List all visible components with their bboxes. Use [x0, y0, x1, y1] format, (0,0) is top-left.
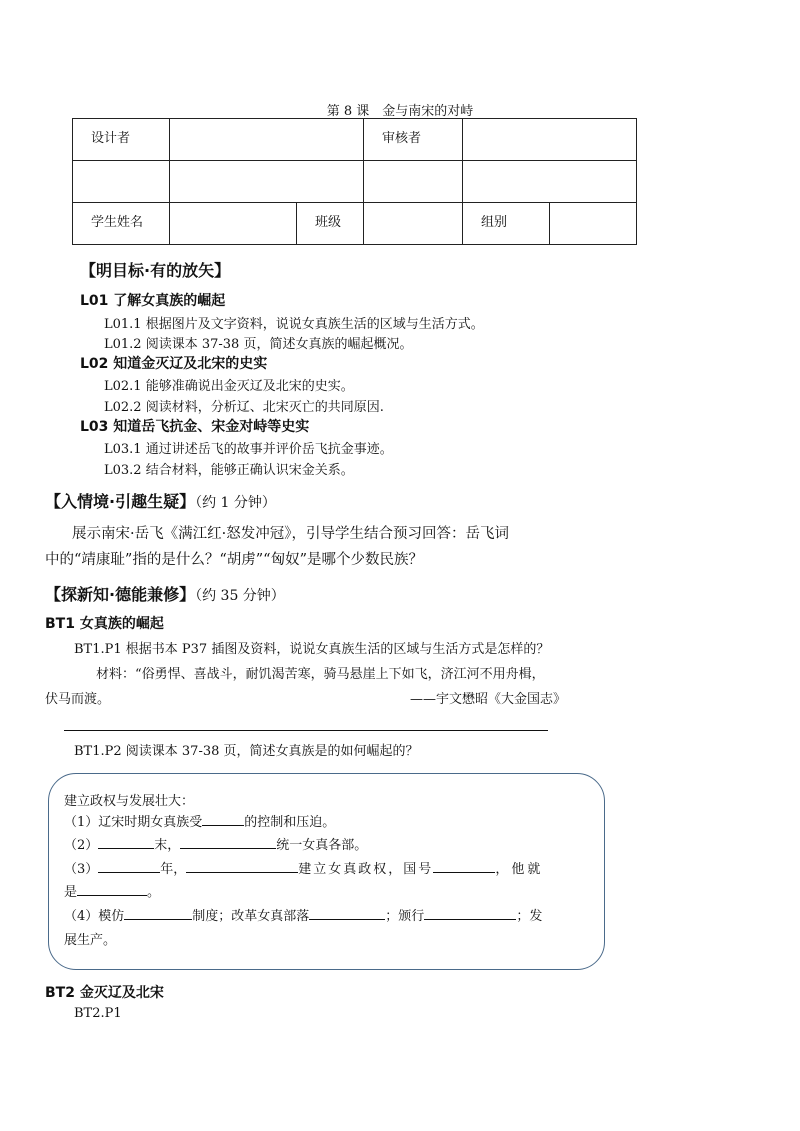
material-source: ——宇文懋昭《大金国志》	[410, 692, 567, 707]
reviewer-label: 审核者	[364, 119, 463, 161]
box-heading: 建立政权与发展壮大：	[64, 794, 195, 809]
answer-blank[interactable]	[202, 811, 244, 826]
blank-cell[interactable]	[73, 161, 170, 203]
designer-field[interactable]	[170, 119, 364, 161]
fill-line-6: 展生产。	[64, 933, 117, 948]
fill-line-5: （4）模仿 制度；改革女真部落 ；颁行 ；发	[64, 905, 542, 924]
lo2-item: L02.2 阅读材料，分析辽、北宋灭亡的共同原因.	[104, 400, 384, 415]
intro-heading: 【入情境·引趣生疑】（约 1 分钟）	[45, 492, 276, 511]
lo3-item: L03.2 结合材料，能够正确认识宋金关系。	[104, 463, 354, 478]
student-name-label: 学生姓名	[73, 203, 170, 245]
answer-blank[interactable]	[180, 834, 276, 849]
blank-cell[interactable]	[364, 161, 463, 203]
intro-paragraph: 中的“靖康耻”指的是什么？“胡虏”“匈奴”是哪个少数民族？	[45, 552, 423, 568]
lo2-title: L02 知道金灭辽及北宋的史实	[80, 356, 268, 372]
bt1-p2: BT1.P2 阅读课本 37-38 页，简述女真族是的如何崛起的？	[74, 744, 419, 759]
bt1-p1: BT1.P1 根据书本 P37 插图及资料，说说女真族生活的区域与生活方式是怎样的？	[74, 642, 550, 657]
answer-blank[interactable]	[186, 858, 298, 873]
blank-cell[interactable]	[463, 161, 637, 203]
group-label: 组别	[463, 203, 550, 245]
answer-blank[interactable]	[433, 858, 495, 873]
answer-blank[interactable]	[424, 905, 516, 920]
bt2-title: BT2 金灭辽及北宋	[45, 985, 164, 1001]
answer-line[interactable]	[64, 730, 548, 731]
answer-blank[interactable]	[98, 834, 154, 849]
blank-cell[interactable]	[170, 161, 364, 203]
fill-line-3: （3） 年， 建立女真政权，国号 ，他就	[64, 858, 594, 877]
answer-blank[interactable]	[77, 881, 147, 896]
lo1-item: L01.1 根据图片及文字资料，说说女真族生活的区域与生活方式。	[104, 317, 484, 332]
reviewer-field[interactable]	[463, 119, 637, 161]
class-field[interactable]	[364, 203, 463, 245]
lo1-title: L01 了解女真族的崛起	[80, 293, 226, 309]
explore-heading: 【探新知·德能兼修】（约 35 分钟）	[45, 585, 285, 604]
material-text: 伏马而渡。	[45, 692, 111, 707]
group-field[interactable]	[550, 203, 637, 245]
info-table	[72, 118, 637, 245]
lo3-title: L03 知道岳飞抗金、宋金对峙等史实	[80, 419, 310, 435]
bt2-p1: BT2.P1	[74, 1006, 122, 1021]
class-label: 班级	[297, 203, 364, 245]
lo2-item: L02.1 能够准确说出金灭辽及北宋的史实。	[104, 379, 354, 394]
designer-label: 设计者	[73, 119, 170, 161]
bt1-title: BT1 女真族的崛起	[45, 616, 164, 632]
fill-line-1: （1）辽宋时期女真族受 的控制和压迫。	[64, 811, 335, 830]
intro-paragraph: 展示南宋·岳飞《满江红·怒发冲冠》，引导学生结合预习回答：岳飞词	[72, 526, 509, 542]
fill-line-4: 是 。	[64, 881, 160, 900]
objectives-heading: 【明目标·有的放矢】	[80, 261, 231, 280]
material-text: 材料：“俗勇悍、喜战斗，耐饥渴苦寒，骑马悬崖上下如飞，济江河不用舟楫，	[96, 667, 545, 682]
lesson-title: 第 8 课 金与南宋的对峙	[326, 104, 474, 119]
fill-line-2: （2） 末， 统一女真各部。	[64, 834, 367, 853]
lo3-item: L03.1 通过讲述岳飞的故事并评价岳飞抗金事迹。	[104, 442, 393, 457]
answer-blank[interactable]	[124, 905, 192, 920]
answer-blank[interactable]	[98, 858, 160, 873]
student-name-field[interactable]	[170, 203, 297, 245]
lo1-item: L01.2 阅读课本 37-38 页，简述女真族的崛起概况。	[104, 337, 413, 352]
answer-blank[interactable]	[309, 905, 385, 920]
